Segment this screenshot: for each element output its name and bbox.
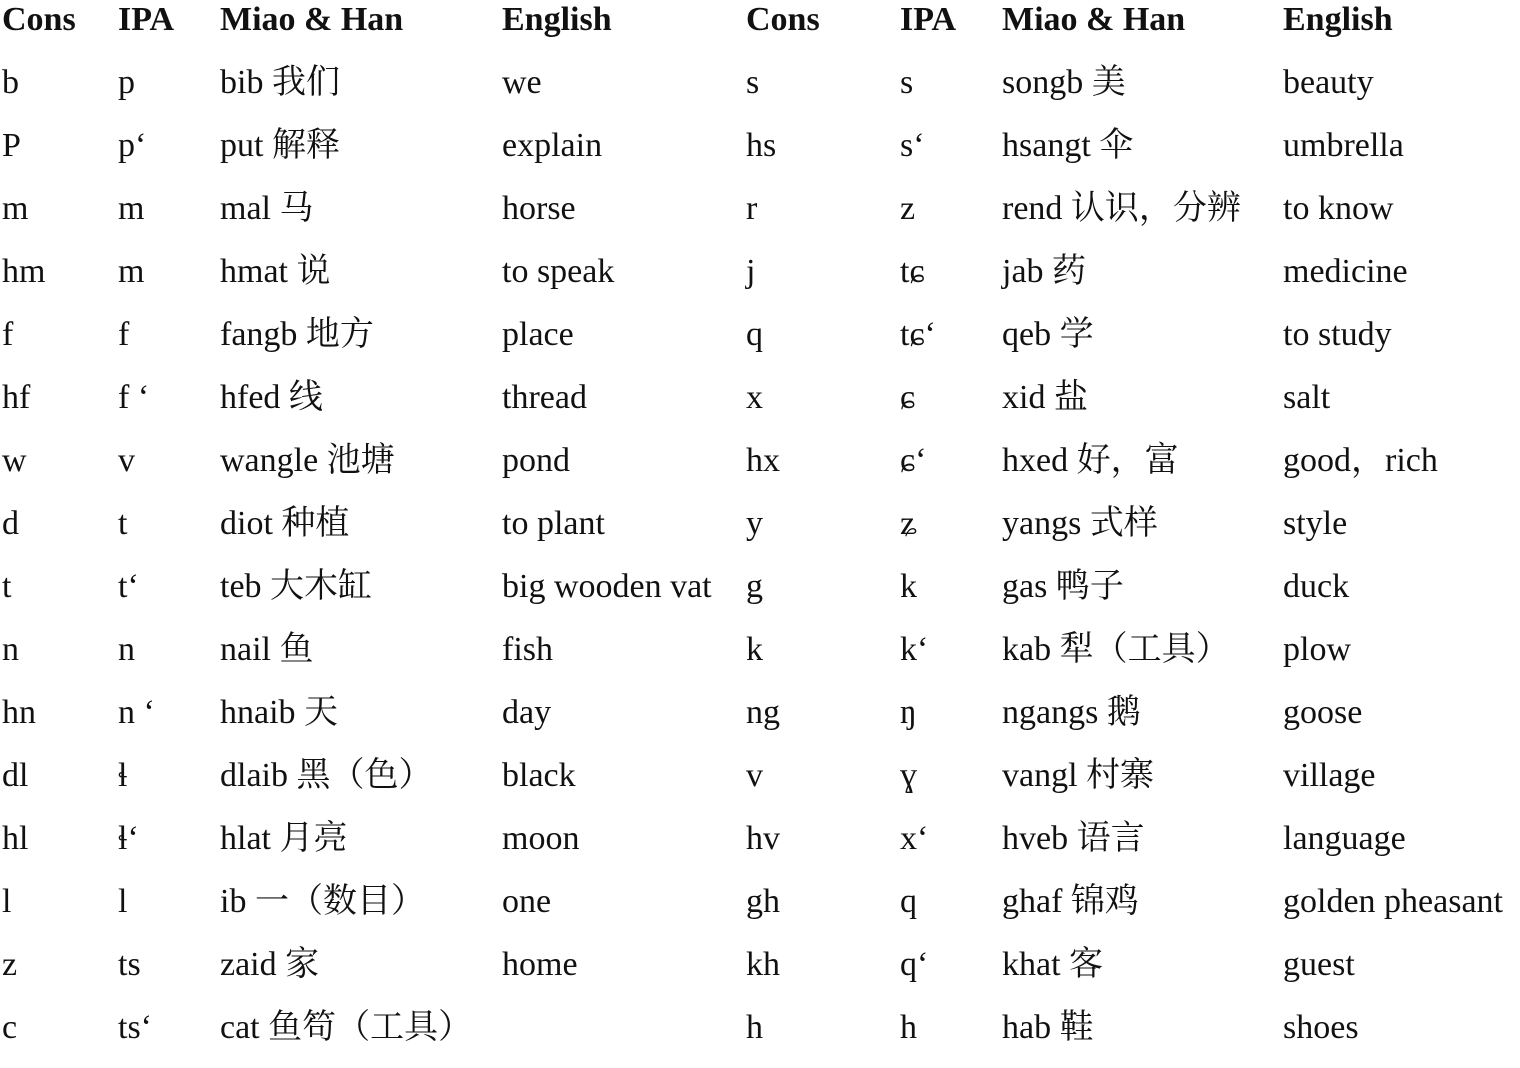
- english-cell: home: [502, 946, 578, 983]
- ipa-cell: v: [118, 442, 135, 479]
- cons-cell: hf: [2, 379, 31, 416]
- table-row: [0, 126, 1520, 186]
- english-cell: plow: [1283, 631, 1351, 668]
- cons-cell: v: [746, 757, 763, 794]
- english-cell: moon: [502, 820, 580, 857]
- english-cell: to study: [1283, 316, 1392, 353]
- english-cell: medicine: [1283, 253, 1408, 290]
- cons-cell: hx: [746, 442, 780, 479]
- miao-han-cell: dlaib 黑（色）: [220, 757, 433, 794]
- ipa-cell: s‘: [900, 127, 925, 164]
- ipa-cell: l: [118, 883, 128, 920]
- english-cell: umbrella: [1283, 127, 1404, 164]
- miao-han-cell: ghaf 锦鸡: [1002, 883, 1139, 920]
- cons-cell: n: [2, 631, 19, 668]
- ipa-cell: m: [118, 253, 145, 290]
- table-row: [0, 567, 1520, 627]
- miao-han-cell: kab 犁（工具）: [1002, 631, 1230, 668]
- miao-han-cell: hsangt 伞: [1002, 127, 1134, 164]
- english-cell: golden pheasant: [1283, 883, 1503, 920]
- cons-cell: hn: [2, 694, 36, 731]
- ipa-cell: h: [900, 1009, 917, 1046]
- ipa-cell: tɕ: [900, 253, 925, 290]
- miao-han-cell: hab 鞋: [1002, 1009, 1094, 1046]
- english-cell: good，rich: [1283, 442, 1438, 479]
- miao-han-cell: zaid 家: [220, 946, 320, 983]
- table-row: [0, 315, 1520, 375]
- cons-cell: d: [2, 505, 19, 542]
- header-miao-han-left: Miao & Han: [220, 1, 404, 38]
- ipa-cell: m: [118, 190, 145, 227]
- cons-cell: P: [2, 127, 21, 164]
- cons-cell: hv: [746, 820, 780, 857]
- miao-han-cell: hlat 月亮: [220, 820, 348, 857]
- english-cell: shoes: [1283, 1009, 1359, 1046]
- cons-cell: r: [746, 190, 758, 227]
- ipa-cell: f: [118, 316, 130, 353]
- miao-han-cell: fangb 地方: [220, 316, 374, 353]
- ipa-cell: ɬ‘: [118, 820, 139, 857]
- cons-cell: j: [746, 253, 756, 290]
- table-row: [0, 693, 1520, 753]
- header-english-left: English: [502, 1, 612, 38]
- miao-han-cell: teb 大木缸: [220, 568, 373, 605]
- cons-cell: g: [746, 568, 763, 605]
- header-miao-han-right: Miao & Han: [1002, 1, 1186, 38]
- ipa-cell: ts: [118, 946, 141, 983]
- table-row: [0, 252, 1520, 312]
- cons-cell: kh: [746, 946, 780, 983]
- table-row: [0, 441, 1520, 501]
- miao-han-cell: ngangs 鹅: [1002, 694, 1141, 731]
- ipa-cell: x‘: [900, 820, 929, 857]
- header-cons-right: Cons: [746, 1, 820, 38]
- ipa-cell: q‘: [900, 946, 929, 983]
- miao-han-cell: rend 认识，分辨: [1002, 190, 1241, 227]
- cons-cell: hs: [746, 127, 777, 164]
- english-cell: style: [1283, 505, 1348, 542]
- miao-han-cell: put 解释: [220, 127, 340, 164]
- table-row: [0, 630, 1520, 690]
- ipa-cell: n: [118, 631, 135, 668]
- cons-cell: z: [2, 946, 18, 983]
- ipa-cell: f ‘: [118, 379, 150, 416]
- cons-cell: y: [746, 505, 763, 542]
- miao-han-cell: wangle 池塘: [220, 442, 395, 479]
- miao-han-cell: songb 美: [1002, 64, 1126, 101]
- ipa-cell: ɬ: [118, 757, 128, 794]
- cons-cell: dl: [2, 757, 29, 794]
- header-row: [0, 0, 1520, 60]
- ipa-cell: t‘: [118, 568, 139, 605]
- cons-cell: b: [2, 64, 19, 101]
- english-cell: beauty: [1283, 64, 1374, 101]
- table-row: [0, 189, 1520, 249]
- cons-cell: f: [2, 316, 14, 353]
- ipa-cell: tɕ‘: [900, 316, 936, 353]
- english-cell: pond: [502, 442, 570, 479]
- ipa-cell: ʑ: [900, 505, 917, 542]
- english-cell: day: [502, 694, 552, 731]
- miao-han-cell: jab 药: [1002, 253, 1087, 290]
- miao-han-cell: hnaib 天: [220, 694, 339, 731]
- table-row: [0, 378, 1520, 438]
- miao-han-cell: mal 马: [220, 190, 314, 227]
- ipa-cell: n ‘: [118, 694, 155, 731]
- english-cell: goose: [1283, 694, 1363, 731]
- cons-cell: ng: [746, 694, 780, 731]
- miao-han-cell: hveb 语言: [1002, 820, 1145, 857]
- english-cell: guest: [1283, 946, 1355, 983]
- miao-han-cell: khat 客: [1002, 946, 1104, 983]
- english-cell: to know: [1283, 190, 1394, 227]
- cons-cell: m: [2, 190, 29, 227]
- ipa-cell: ɕ‘: [900, 442, 927, 479]
- miao-han-cell: bib 我们: [220, 64, 340, 101]
- miao-han-cell: nail 鱼: [220, 631, 314, 668]
- cons-cell: l: [2, 883, 12, 920]
- miao-han-cell: hfed 线: [220, 379, 323, 416]
- english-cell: thread: [502, 379, 587, 416]
- cons-cell: h: [746, 1009, 763, 1046]
- ipa-cell: p‘: [118, 127, 147, 164]
- header-cons-left: Cons: [2, 1, 76, 38]
- miao-han-cell: cat 鱼笱（工具）: [220, 1009, 473, 1046]
- cons-cell: s: [746, 64, 760, 101]
- english-cell: one: [502, 883, 552, 920]
- english-cell: horse: [502, 190, 576, 227]
- ipa-cell: p: [118, 64, 135, 101]
- miao-han-cell: xid 盐: [1002, 379, 1088, 416]
- cons-cell: q: [746, 316, 763, 353]
- cons-cell: t: [2, 568, 12, 605]
- table-row: [0, 63, 1520, 123]
- ipa-cell: q: [900, 883, 917, 920]
- english-cell: duck: [1283, 568, 1350, 605]
- header-ipa-left: IPA: [118, 1, 175, 38]
- english-cell: salt: [1283, 379, 1331, 416]
- cons-cell: hl: [2, 820, 29, 857]
- ipa-cell: ɕ: [900, 379, 916, 416]
- english-cell: black: [502, 757, 576, 794]
- header-english-right: English: [1283, 1, 1393, 38]
- english-cell: village: [1283, 757, 1376, 794]
- english-cell: fish: [502, 631, 553, 668]
- cons-cell: gh: [746, 883, 780, 920]
- cons-cell: w: [2, 442, 27, 479]
- miao-han-cell: gas 鸭子: [1002, 568, 1124, 605]
- cons-cell: x: [746, 379, 763, 416]
- table-row: [0, 504, 1520, 564]
- miao-han-cell: vangl 村寨: [1002, 757, 1155, 794]
- miao-han-cell: ib 一（数目）: [220, 883, 425, 920]
- cons-cell: c: [2, 1009, 18, 1046]
- ipa-cell: k: [900, 568, 917, 605]
- english-cell: place: [502, 316, 574, 353]
- miao-han-cell: hxed 好，富: [1002, 442, 1179, 479]
- ipa-cell: t: [118, 505, 128, 542]
- table-row: [0, 945, 1520, 1005]
- table-row: [0, 819, 1520, 879]
- table-row: [0, 756, 1520, 816]
- table-row: [0, 1008, 1520, 1068]
- ipa-cell: k‘: [900, 631, 929, 668]
- miao-han-cell: qeb 学: [1002, 316, 1094, 353]
- english-cell: to speak: [502, 253, 615, 290]
- ipa-cell: z: [900, 190, 916, 227]
- header-ipa-right: IPA: [900, 1, 957, 38]
- english-cell: language: [1283, 820, 1406, 857]
- english-cell: to plant: [502, 505, 605, 542]
- miao-han-cell: diot 种植: [220, 505, 350, 542]
- english-cell: we: [502, 64, 542, 101]
- ipa-cell: ɣ: [900, 757, 917, 794]
- cons-cell: hm: [2, 253, 46, 290]
- ipa-cell: s: [900, 64, 914, 101]
- ipa-cell: ŋ: [900, 694, 917, 731]
- english-cell: big wooden vat: [502, 568, 712, 605]
- miao-han-cell: yangs 式样: [1002, 505, 1158, 542]
- cons-cell: k: [746, 631, 763, 668]
- miao-han-cell: hmat 说: [220, 253, 331, 290]
- table-row: [0, 882, 1520, 942]
- english-cell: explain: [502, 127, 603, 164]
- ipa-cell: ts‘: [118, 1009, 152, 1046]
